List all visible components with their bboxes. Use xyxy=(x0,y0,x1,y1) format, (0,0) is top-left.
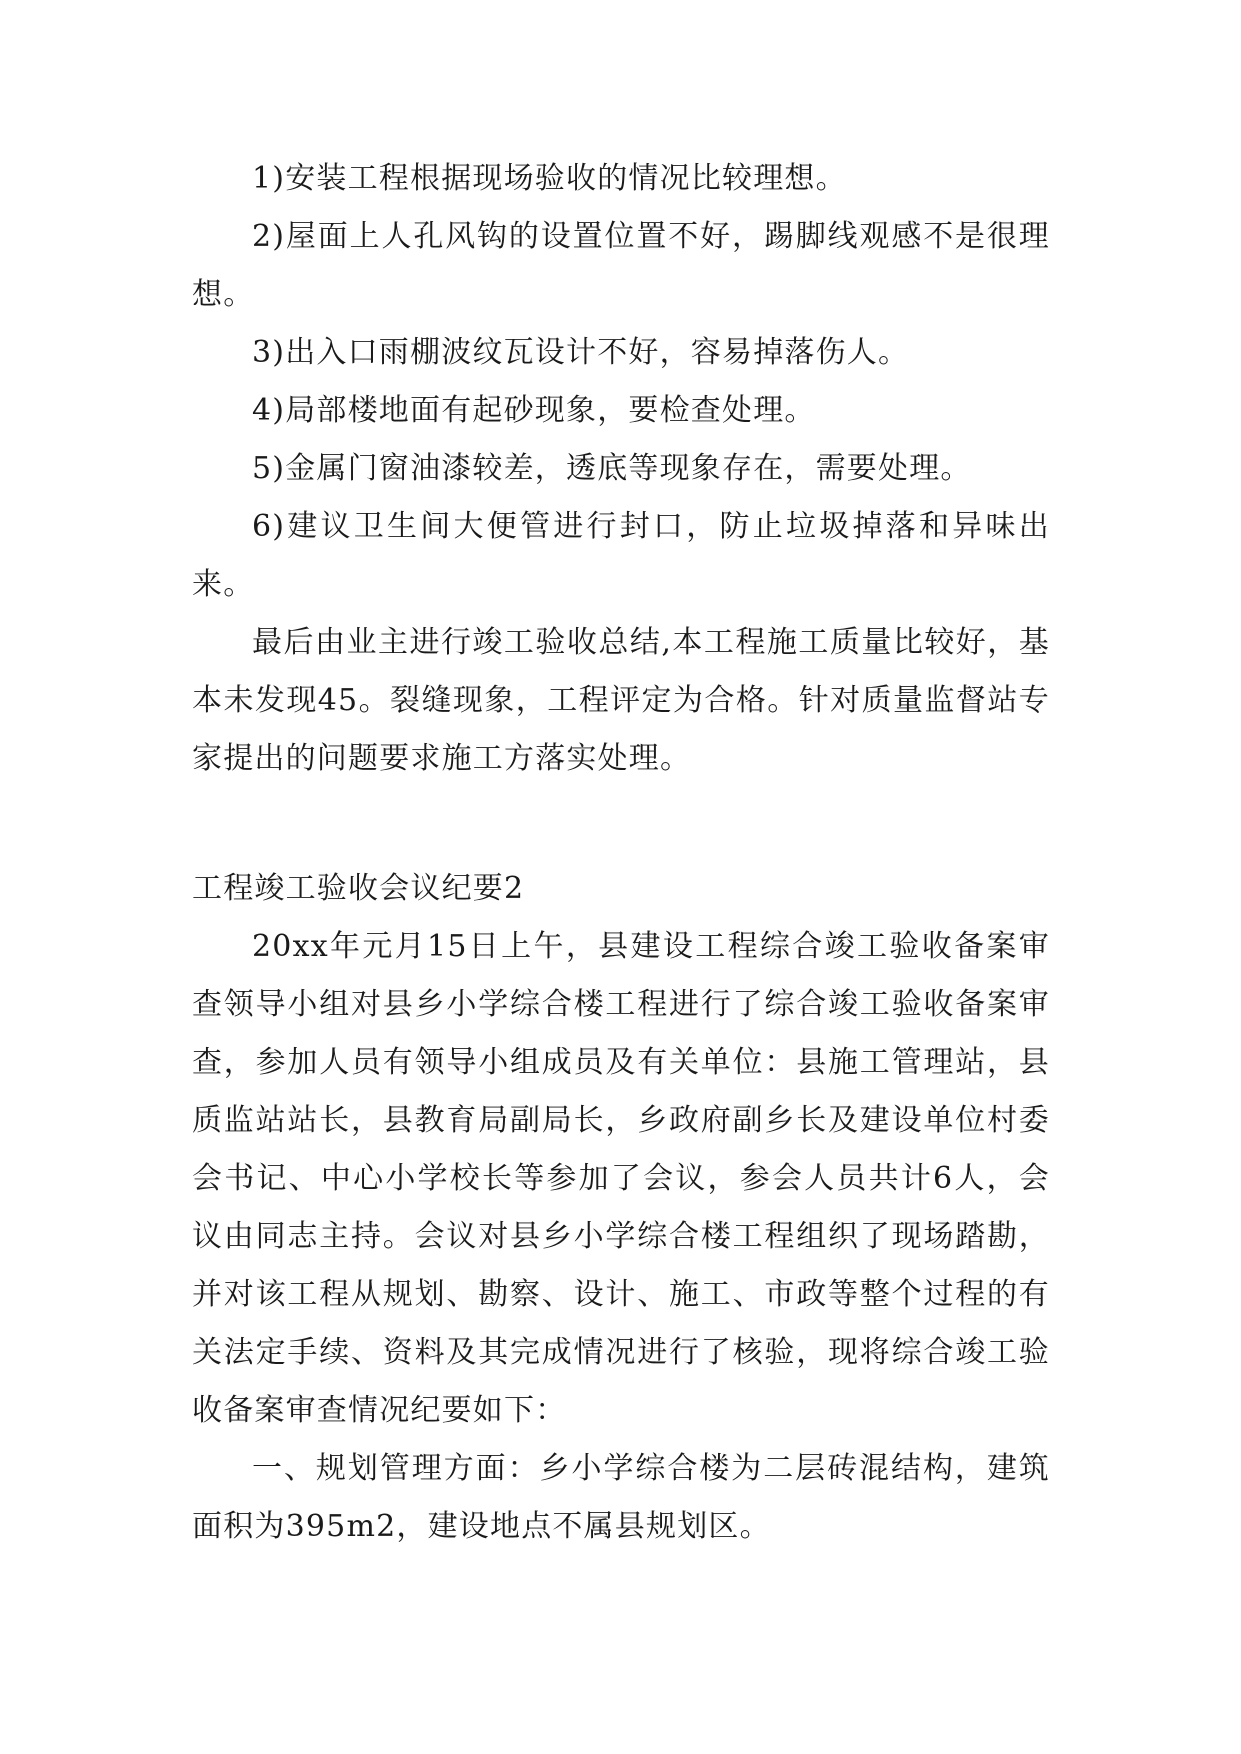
planning-paragraph: 一、规划管理方面：乡小学综合楼为二层砖混结构，建筑面积为395m2，建设地点不属县规划区。 xyxy=(192,1451,1050,1544)
document-page xyxy=(192,150,1050,1556)
meeting-paragraph: 20xx年元月15日上午，县建设工程综合竣工验收备案审查领导小组对县乡小学综合楼工程进行了综合竣工验收备案审查，参加人员有领导小组成员及有关单位：县施工管理站，县质监站站长，县教育局副局长，乡政府副乡长及建设单位村委会书记、中心小学校长等参加了会议，参会人员共计6人，会议由同志主持。会议对县乡小学综合楼工程组织了现场踏勘，并对该工程从规划、勘察、设计、施工、市政等整个过程的有关法定手续、资料及其完成情况进行了核验，现将综合竣工验收备案审查情况纪要如下： xyxy=(192,929,1050,1428)
list-item-3: 3)出入口雨棚波纹瓦设计不好，容易掉落伤人。 xyxy=(252,335,910,370)
list-item-2: 2)屋面上人孔风钩的设置位置不好，踢脚线观感不是很理想。 xyxy=(192,219,1050,312)
list-item-6: 6)建议卫生间大便管进行封口，防止垃圾掉落和异味出来。 xyxy=(192,509,1050,602)
list-item-4: 4)局部楼地面有起砂现象，要检查处理。 xyxy=(252,393,816,428)
list-item-5: 5)金属门窗油漆较差，透底等现象存在，需要处理。 xyxy=(252,451,972,486)
section-title: 工程竣工验收会议纪要2 xyxy=(192,871,525,906)
summary-paragraph: 最后由业主进行竣工验收总结,本工程施工质量比较好，基本未发现45。裂缝现象，工程评定为合格。针对质量监督站专家提出的问题要求施工方落实处理。 xyxy=(192,625,1050,776)
list-item-1: 1)安装工程根据现场验收的情况比较理想。 xyxy=(252,161,847,196)
